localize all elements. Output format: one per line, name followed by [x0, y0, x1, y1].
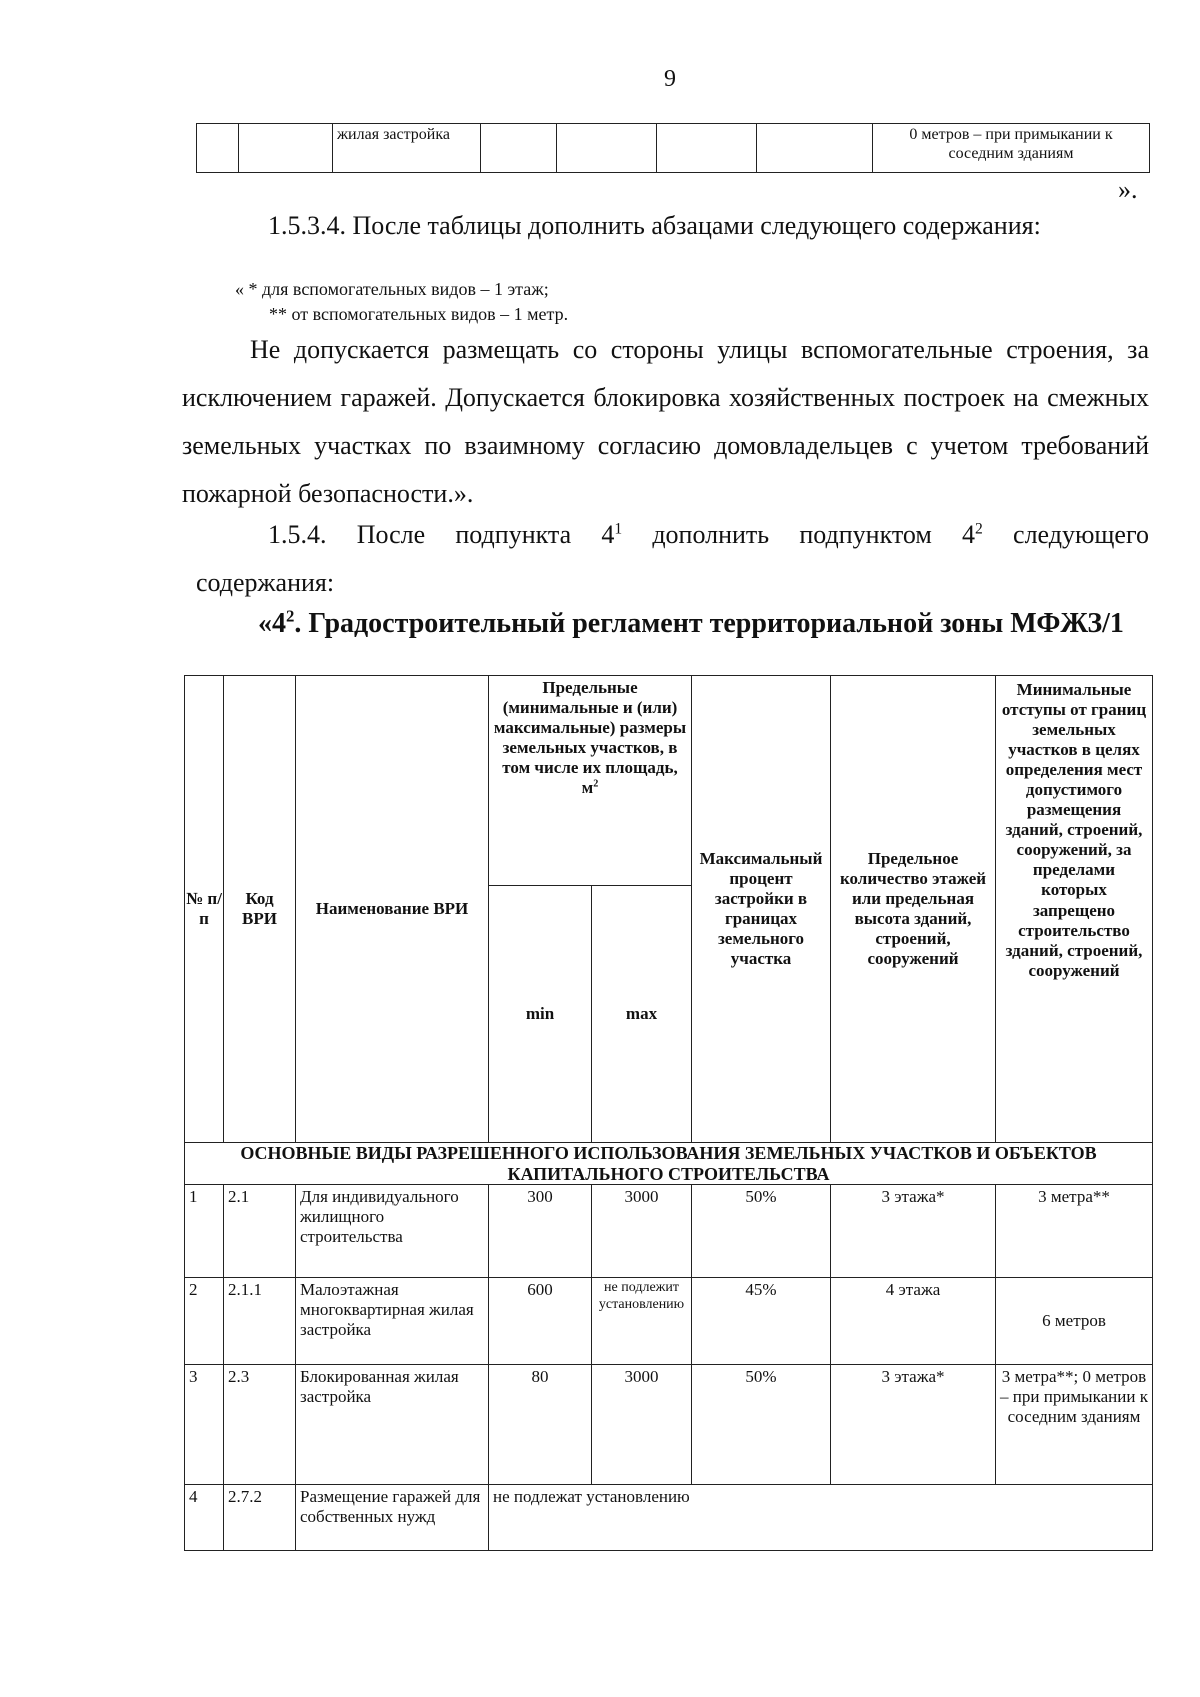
cell-min: 300: [489, 1185, 592, 1278]
table-row: [185, 1485, 1153, 1551]
table-section-row: [185, 1143, 1153, 1185]
header-name: Наименование ВРИ: [296, 676, 489, 1143]
cell-setback: 3 метра**; 0 метров – при примыкании к соседним зданиям: [996, 1365, 1153, 1485]
cell-floors: 3 этажа*: [831, 1185, 996, 1278]
page-number: 9: [664, 66, 676, 92]
header-sizes-text: Предельные (минимальные и (или) максимальные) размеры земельных участков, в том числе их площадь, м: [493, 678, 687, 798]
text-part: 1.5.4. После подпункта 4: [268, 520, 615, 549]
section-title: ОСНОВНЫЕ ВИДЫ РАЗРЕШЕННОГО ИСПОЛЬЗОВАНИЯ ЗЕМЕЛЬНЫХ УЧАСТКОВ И ОБЪЕКТОВ КАПИТАЛЬНОГО СТРОИТЕЛЬСТВА: [185, 1143, 1153, 1185]
subpoint-paragraph: [182, 511, 1149, 607]
header-floors: Предельное количество этажей или предельная высота зданий, строений, сооружений: [831, 676, 996, 1143]
cell-min: 80: [489, 1365, 592, 1485]
cell-name: Блокированная жилая застройка: [296, 1365, 489, 1485]
cell-name: Малоэтажная многоквартирная жилая застройка: [296, 1278, 489, 1365]
title-part: . Градостроительный регламент территориальной зоны МФЖЗ/1: [294, 608, 1124, 639]
text-part: следующего: [982, 520, 1149, 549]
close-quote: ».: [1118, 175, 1138, 204]
footnotes: [235, 277, 568, 327]
table-cell: [557, 124, 657, 173]
zone-title: [258, 608, 1124, 640]
cell-name: Размещение гаражей для собственных нужд: [296, 1485, 489, 1551]
header-max: max: [592, 886, 692, 1143]
title-part: «4: [258, 608, 286, 639]
regulation-table: [184, 675, 1153, 1551]
cell-setback: 3 метра**: [996, 1185, 1153, 1278]
cell-num: 3: [185, 1365, 224, 1485]
cell-num: 4: [185, 1485, 224, 1551]
setback-cell: 0 метров – при примыкании к соседним зданиям: [873, 124, 1150, 173]
cell-merged: не подлежат установлению: [489, 1485, 1153, 1551]
note-2: ** от вспомогательных видов – 1 метр.: [269, 304, 569, 324]
superscript: 2: [975, 520, 983, 538]
continued-table: [196, 123, 1150, 173]
header-sizes: [489, 676, 692, 886]
table-row: [185, 1185, 1153, 1278]
table-row: [185, 1278, 1153, 1365]
table-cell: [657, 124, 757, 173]
cell-floors: 4 этажа: [831, 1278, 996, 1365]
header-percent: Максимальный процент застройки в границах земельного участка: [692, 676, 831, 1143]
cell-percent: 50%: [692, 1185, 831, 1278]
cell-code: 2.1.1: [224, 1278, 296, 1365]
table-row: [185, 1365, 1153, 1485]
table-cell: [481, 124, 557, 173]
cell-percent: 45%: [692, 1278, 831, 1365]
table-header-row: [185, 676, 1153, 886]
cell-percent: 50%: [692, 1365, 831, 1485]
paragraph-text: Не допускается размещать со стороны улицы вспомогательные строения, за исключением гаражей. Допускается блокировка хозяйственных построек на смежных земельных участках по взаимному согласию домовладельцев с учетом требований пожарной безопасности.».: [182, 335, 1149, 508]
cell-max: 3000: [592, 1365, 692, 1485]
header-min: min: [489, 886, 592, 1143]
cell-min: 600: [489, 1278, 592, 1365]
superscript: 1: [614, 520, 623, 538]
superscript: 2: [593, 778, 599, 790]
table-cell: [197, 124, 239, 173]
cell-floors: 3 этажа*: [831, 1365, 996, 1485]
paragraph-line: [182, 511, 1149, 559]
header-setback: Минимальные отступы от границ земельных участков в целях определения мест допустимого размещения зданий, строений, сооружений, за пределами которых запрещено строительство зданий, строений, сооружений: [996, 676, 1153, 1143]
cell-code: 2.3: [224, 1365, 296, 1485]
table-cell: [757, 124, 873, 173]
paragraph-line: содержания:: [196, 568, 335, 597]
text-part: дополнить подпунктом 4: [622, 520, 976, 549]
section-heading: 1.5.3.4. После таблицы дополнить абзацами следующего содержания:: [268, 211, 1041, 240]
table-row: [197, 124, 1150, 173]
superscript: 2: [286, 606, 295, 626]
cell-num: 1: [185, 1185, 224, 1278]
name-cell: жилая застройка: [333, 124, 481, 173]
cell-code: 2.1: [224, 1185, 296, 1278]
cell-max: не подлежит установлению: [592, 1278, 692, 1365]
note-1: « * для вспомогательных видов – 1 этаж;: [235, 279, 549, 299]
cell-num: 2: [185, 1278, 224, 1365]
cell-setback: 6 метров: [996, 1278, 1153, 1365]
body-paragraph: [182, 326, 1149, 518]
header-num: № п/п: [185, 676, 224, 1143]
cell-max: 3000: [592, 1185, 692, 1278]
cell-code: 2.7.2: [224, 1485, 296, 1551]
table-cell: [239, 124, 333, 173]
cell-name: Для индивидуального жилищного строительства: [296, 1185, 489, 1278]
header-code: Код ВРИ: [224, 676, 296, 1143]
